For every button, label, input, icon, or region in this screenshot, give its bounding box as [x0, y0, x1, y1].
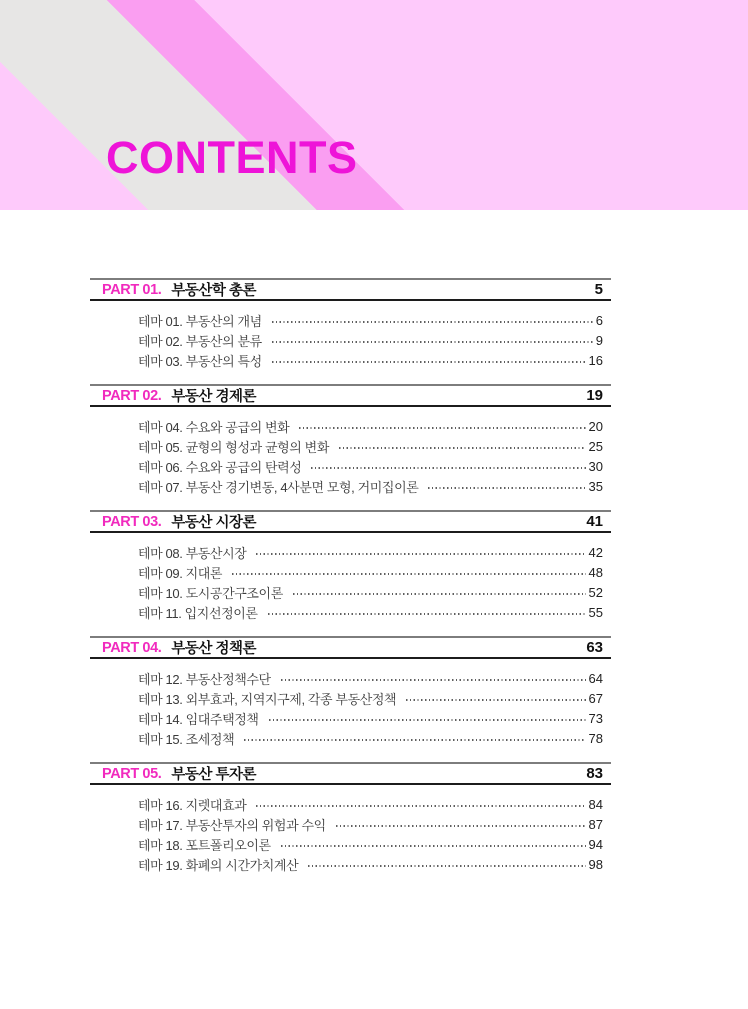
dotted-leader: [272, 341, 593, 343]
toc-entry-label: 테마 18. 포트폴리오이론: [138, 837, 271, 853]
toc-entry: [138, 602, 603, 622]
dotted-leader: [293, 593, 586, 595]
part-number: PART 02.: [102, 387, 162, 404]
dotted-leader: [256, 805, 585, 807]
dotted-leader: [256, 553, 585, 555]
toc-entry-page-number: 73: [588, 710, 603, 726]
toc-entry-page-number: 6: [595, 312, 603, 328]
part-header: [90, 384, 611, 407]
toc-entry-label: 테마 15. 조세정책: [138, 731, 235, 747]
toc-part-section: [90, 384, 611, 510]
dotted-leader: [268, 613, 586, 615]
dotted-leader: [272, 321, 593, 323]
part-header: [90, 510, 611, 533]
part-page-number: 83: [586, 765, 603, 782]
toc-entry-page-number: 30: [588, 458, 603, 474]
part-title: 부동산 경제론: [171, 389, 256, 405]
toc-entry-label: 테마 01. 부동산의 개념: [138, 313, 262, 329]
dotted-leader: [308, 865, 585, 867]
toc-entry-page-number: 9: [595, 332, 603, 348]
dotted-leader: [311, 467, 585, 469]
dotted-leader: [428, 487, 585, 489]
toc-entry: [138, 416, 603, 436]
toc-entry-label: 테마 02. 부동산의 분류: [138, 333, 262, 349]
toc-entry-page-number: 98: [588, 856, 603, 872]
table-of-contents: [90, 278, 611, 888]
part-title: 부동산학 총론: [171, 283, 256, 299]
part-item-list: [90, 785, 611, 888]
toc-entry-label: 테마 10. 도시공간구조이론: [138, 585, 283, 601]
part-item-list: [90, 533, 611, 636]
part-page-number: 41: [586, 513, 603, 530]
part-title: 부동산 투자론: [171, 767, 256, 783]
toc-entry-page-number: 67: [588, 690, 603, 706]
toc-entry-label: 테마 09. 지대론: [138, 565, 223, 581]
toc-entry-page-number: 25: [588, 438, 603, 454]
dotted-leader: [339, 447, 586, 449]
toc-entry: [138, 436, 603, 456]
part-number: PART 03.: [102, 513, 162, 530]
toc-entry-label: 테마 04. 수요와 공급의 변화: [138, 419, 290, 435]
toc-entry-label: 테마 17. 부동산투자의 위험과 수익: [138, 817, 326, 833]
part-page-number: 19: [586, 387, 603, 404]
part-number: PART 04.: [102, 639, 162, 656]
toc-part-section: [90, 278, 611, 384]
toc-part-section: [90, 636, 611, 762]
part-item-list: [90, 407, 611, 510]
toc-entry-page-number: 20: [588, 418, 603, 434]
toc-entry: [138, 708, 603, 728]
toc-entry: [138, 330, 603, 350]
part-title: 부동산 시장론: [171, 515, 256, 531]
toc-entry-label: 테마 16. 지렛대효과: [138, 797, 247, 813]
toc-entry: [138, 476, 603, 496]
dotted-leader: [244, 739, 585, 741]
toc-entry: [138, 834, 603, 854]
toc-entry-label: 테마 13. 외부효과, 지역지구제, 각종 부동산정책: [138, 691, 397, 707]
part-page-number: 63: [586, 639, 603, 656]
dotted-leader: [281, 845, 586, 847]
banner: [0, 0, 748, 210]
toc-entry: [138, 562, 603, 582]
dotted-leader: [272, 361, 586, 363]
part-title: 부동산 정책론: [171, 641, 256, 657]
toc-entry-label: 테마 12. 부동산정책수단: [138, 671, 271, 687]
dotted-leader: [299, 427, 585, 429]
toc-entry-page-number: 64: [588, 670, 603, 686]
toc-entry-label: 테마 07. 부동산 경기변동, 4사분면 모형, 거미집이론: [138, 479, 419, 495]
toc-entry-page-number: 48: [588, 564, 603, 580]
dotted-leader: [281, 679, 586, 681]
page-title: CONTENTS: [106, 132, 358, 183]
toc-entry-label: 테마 05. 균형의 형성과 균형의 변화: [138, 439, 329, 455]
toc-entry: [138, 582, 603, 602]
toc-entry: [138, 814, 603, 834]
toc-entry-page-number: 87: [588, 816, 603, 832]
toc-entry-page-number: 42: [588, 544, 603, 560]
part-page-number: 5: [594, 281, 603, 298]
toc-entry: [138, 854, 603, 874]
toc-entry: [138, 310, 603, 330]
part-header: [90, 636, 611, 659]
toc-part-section: [90, 762, 611, 888]
toc-entry-label: 테마 03. 부동산의 특성: [138, 353, 262, 369]
toc-entry-label: 테마 06. 수요와 공급의 탄력성: [138, 459, 302, 475]
toc-entry-label: 테마 08. 부동산시장: [138, 545, 247, 561]
toc-entry-page-number: 94: [588, 836, 603, 852]
toc-entry-page-number: 78: [588, 730, 603, 746]
toc-entry: [138, 542, 603, 562]
toc-entry: [138, 794, 603, 814]
dotted-leader: [406, 699, 585, 701]
toc-entry-page-number: 52: [588, 584, 603, 600]
dotted-leader: [232, 573, 585, 575]
part-number: PART 05.: [102, 765, 162, 782]
toc-entry: [138, 688, 603, 708]
toc-entry: [138, 728, 603, 748]
toc-entry: [138, 350, 603, 370]
toc-entry: [138, 456, 603, 476]
part-header: [90, 762, 611, 785]
part-item-list: [90, 301, 611, 384]
toc-entry: [138, 668, 603, 688]
part-item-list: [90, 659, 611, 762]
toc-entry-page-number: 84: [588, 796, 603, 812]
dotted-leader: [336, 825, 586, 827]
toc-entry-label: 테마 19. 화폐의 시간가치계산: [138, 857, 299, 873]
part-number: PART 01.: [102, 281, 162, 298]
toc-entry-label: 테마 11. 입지선정이론: [138, 605, 258, 621]
part-header: [90, 278, 611, 301]
dotted-leader: [269, 719, 586, 721]
toc-entry-label: 테마 14. 임대주택정책: [138, 711, 259, 727]
toc-entry-page-number: 16: [588, 352, 603, 368]
toc-entry-page-number: 55: [588, 604, 603, 620]
toc-part-section: [90, 510, 611, 636]
toc-entry-page-number: 35: [588, 478, 603, 494]
